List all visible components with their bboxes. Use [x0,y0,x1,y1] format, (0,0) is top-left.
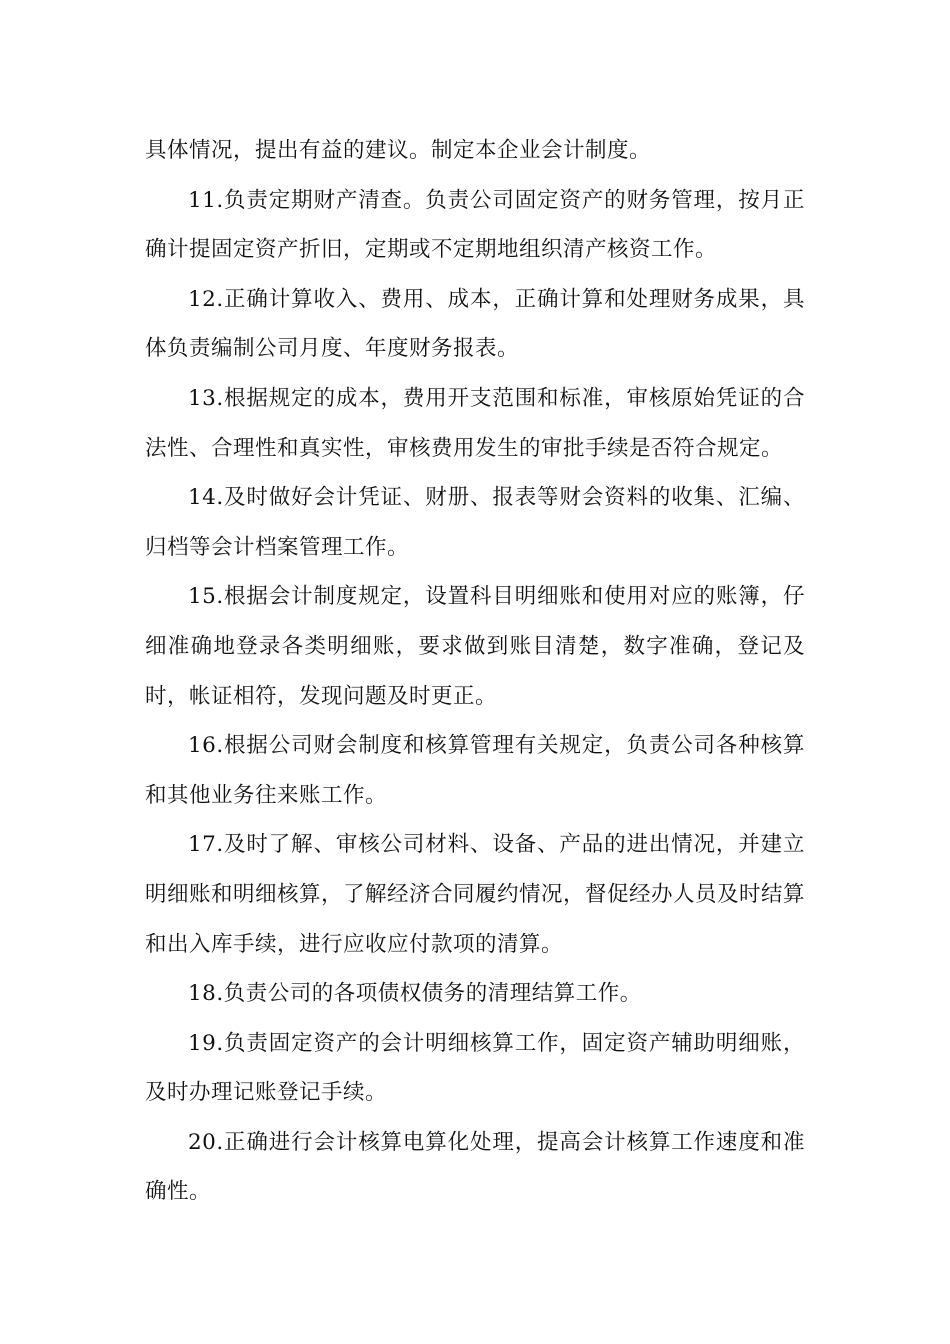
paragraph-item-19: 19.负责固定资产的会计明细核算工作，固定资产辅助明细账，及时办理记账登记手续。 [145,1030,805,1106]
paragraph-item-11: 11.负责定期财产清查。负责公司固定资产的财务管理，按月正确计提固定资产折旧，定期或不定期地组织清产核资工作。 [145,187,805,263]
paragraph-item-12: 12.正确计算收入、费用、成本，正确计算和处理财务成果，具体负责编制公司月度、年度财务报表。 [145,286,805,362]
paragraph-item-17: 17.及时了解、审核公司材料、设备、产品的进出情况，并建立明细账和明细核算，了解经济合同履约情况，督促经办人员及时结算和出入库手续，进行应收应付款项的清算。 [145,832,806,957]
paragraph-item-20: 20.正确进行会计核算电算化处理，提高会计核算工作速度和准确性。 [145,1129,805,1205]
paragraph-item-16: 16.根据公司财会制度和核算管理有关规定，负责公司各种核算和其他业务往来账工作。 [145,733,805,808]
paragraph-continuation: 具体情况，提出有益的建议。制定本企业会计制度。 [145,138,652,163]
paragraph-item-13: 13.根据规定的成本，费用开支范围和标准，审核原始凭证的合法性、合理性和真实性，审核费用发生的审批手续是否符合规定。 [145,385,805,461]
document-body [145,126,805,1217]
paragraph-item-14: 14.及时做好会计凭证、财册、报表等财会资料的收集、汇编、归档等会计档案管理工作。 [145,485,805,560]
paragraph-item-18: 18.负责公司的各项债权债务的清理结算工作。 [188,981,642,1007]
paragraph-item-15: 15.根据会计制度规定，设置科目明细账和使用对应的账簿，仔细准确地登录各类明细账，要求做到账目清楚，数字准确，登记及时，帐证相符，发现问题及时更正。 [145,584,805,709]
